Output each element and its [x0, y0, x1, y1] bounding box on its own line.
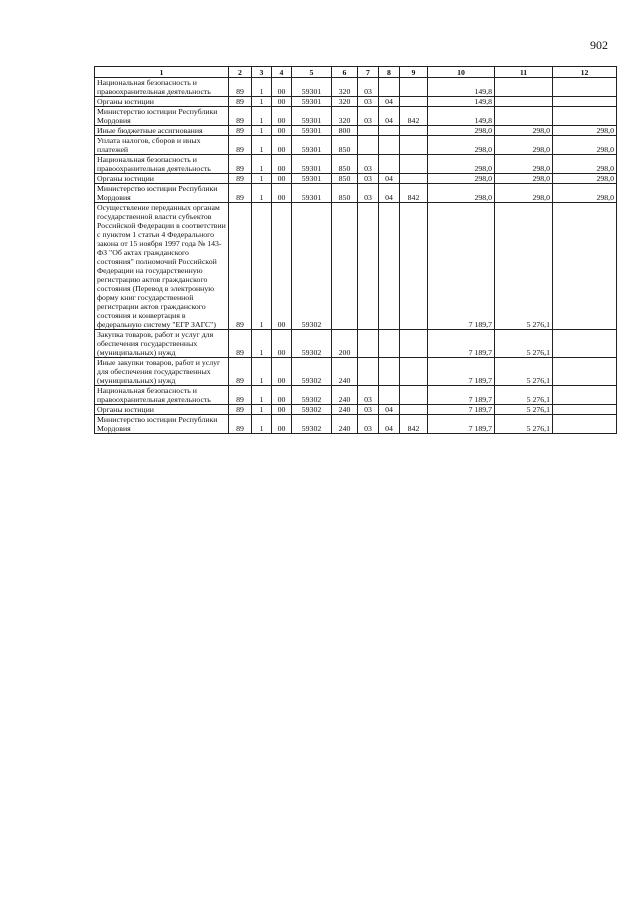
cell-col-7: 03: [358, 78, 379, 97]
row-name-cell: Иные закупки товаров, работ и услуг для обеспечения государственных (муниципальных) нужд: [95, 358, 229, 386]
table-row: [95, 126, 617, 136]
cell-col-10: 7 189,7: [428, 358, 495, 386]
cell-col-12: [553, 386, 617, 405]
table-row: [95, 78, 617, 97]
cell-col-10: 298,0: [428, 184, 495, 203]
cell-col-10: 149,8: [428, 107, 495, 126]
cell-col-8: [379, 78, 400, 97]
cell-col-11: 298,0: [495, 155, 553, 174]
cell-col-9: [400, 174, 428, 184]
cell-col-5: 59302: [292, 330, 332, 358]
cell-col-11: [495, 107, 553, 126]
cell-col-3: 1: [252, 203, 272, 330]
cell-col-6: [332, 203, 358, 330]
cell-col-4: 00: [272, 203, 292, 330]
cell-col-11: 5 276,1: [495, 386, 553, 405]
column-header: 5: [292, 67, 332, 78]
cell-col-5: 59301: [292, 126, 332, 136]
cell-col-8: 04: [379, 107, 400, 126]
cell-col-8: [379, 386, 400, 405]
cell-col-6: 240: [332, 386, 358, 405]
cell-col-5: 59301: [292, 136, 332, 155]
column-header: 7: [358, 67, 379, 78]
cell-col-3: 1: [252, 136, 272, 155]
cell-col-11: [495, 78, 553, 97]
row-name-cell: Министерство юстиции Республики Мордовия: [95, 184, 229, 203]
cell-col-9: [400, 358, 428, 386]
cell-col-2: 89: [229, 405, 252, 415]
cell-col-8: 04: [379, 184, 400, 203]
cell-col-12: [553, 203, 617, 330]
cell-col-10: 7 189,7: [428, 203, 495, 330]
cell-col-9: 842: [400, 107, 428, 126]
cell-col-6: 240: [332, 415, 358, 434]
cell-col-12: 298,0: [553, 184, 617, 203]
cell-col-10: 149,8: [428, 78, 495, 97]
row-name-cell: Закупка товаров, работ и услуг для обеспечения государственных (муниципальных) нужд: [95, 330, 229, 358]
row-name-cell: Национальная безопасность и правоохранительная деятельность: [95, 155, 229, 174]
cell-col-7: [358, 203, 379, 330]
cell-col-6: 320: [332, 97, 358, 107]
table-row: [95, 184, 617, 203]
cell-col-4: 00: [272, 155, 292, 174]
cell-col-3: 1: [252, 330, 272, 358]
cell-col-12: 298,0: [553, 155, 617, 174]
cell-col-12: [553, 107, 617, 126]
cell-col-5: 59302: [292, 386, 332, 405]
cell-col-2: 89: [229, 78, 252, 97]
cell-col-7: [358, 126, 379, 136]
cell-col-4: 00: [272, 184, 292, 203]
column-header: 12: [553, 67, 617, 78]
column-header: 6: [332, 67, 358, 78]
cell-col-6: 800: [332, 126, 358, 136]
cell-col-11: 298,0: [495, 136, 553, 155]
cell-col-12: 298,0: [553, 174, 617, 184]
cell-col-5: 59301: [292, 107, 332, 126]
cell-col-6: 320: [332, 107, 358, 126]
column-header: 1: [95, 67, 229, 78]
cell-col-7: 03: [358, 97, 379, 107]
cell-col-12: [553, 415, 617, 434]
row-name-cell: Органы юстиции: [95, 405, 229, 415]
cell-col-4: 00: [272, 97, 292, 107]
cell-col-4: 00: [272, 107, 292, 126]
cell-col-11: 5 276,1: [495, 203, 553, 330]
cell-col-11: 5 276,1: [495, 358, 553, 386]
cell-col-8: [379, 330, 400, 358]
cell-col-11: [495, 97, 553, 107]
cell-col-12: [553, 358, 617, 386]
cell-col-8: 04: [379, 97, 400, 107]
header-row: [95, 67, 617, 78]
cell-col-7: 03: [358, 174, 379, 184]
cell-col-9: 842: [400, 184, 428, 203]
cell-col-3: 1: [252, 415, 272, 434]
cell-col-12: [553, 405, 617, 415]
cell-col-3: 1: [252, 358, 272, 386]
cell-col-3: 1: [252, 174, 272, 184]
cell-col-7: 03: [358, 415, 379, 434]
cell-col-7: 03: [358, 155, 379, 174]
cell-col-4: 00: [272, 405, 292, 415]
cell-col-3: 1: [252, 155, 272, 174]
cell-col-10: 149,8: [428, 97, 495, 107]
cell-col-5: 59301: [292, 78, 332, 97]
row-name-cell: Осуществление переданных органам государственной власти субъектов Российской Федерации в соответствии с пунктом 1 статьи 4 Федерального закона от 15 ноября 1997 года № 143-ФЗ "Об актах гражданского состояния" полномочий Российской Федерации на государственную регистрацию актов гражданского состояния (Перевод в электронную форму книг государственной регистрации актов гражданского состояния и конвертация в федеральную систему "ЕГР ЗАГС"): [95, 203, 229, 330]
cell-col-8: [379, 126, 400, 136]
cell-col-9: [400, 386, 428, 405]
column-header: 10: [428, 67, 495, 78]
column-header: 11: [495, 67, 553, 78]
cell-col-4: 00: [272, 174, 292, 184]
cell-col-4: 00: [272, 78, 292, 97]
cell-col-4: 00: [272, 136, 292, 155]
table-row: [95, 330, 617, 358]
cell-col-9: [400, 78, 428, 97]
cell-col-5: 59302: [292, 415, 332, 434]
table-row: [95, 97, 617, 107]
cell-col-2: 89: [229, 155, 252, 174]
cell-col-5: 59301: [292, 97, 332, 107]
cell-col-9: [400, 405, 428, 415]
cell-col-10: 7 189,7: [428, 330, 495, 358]
table-row: [95, 415, 617, 434]
cell-col-8: [379, 203, 400, 330]
cell-col-6: 850: [332, 174, 358, 184]
column-header: 9: [400, 67, 428, 78]
cell-col-7: 03: [358, 405, 379, 415]
cell-col-7: 03: [358, 184, 379, 203]
cell-col-10: 298,0: [428, 136, 495, 155]
cell-col-8: 04: [379, 405, 400, 415]
cell-col-6: 240: [332, 405, 358, 415]
cell-col-10: 7 189,7: [428, 386, 495, 405]
cell-col-3: 1: [252, 386, 272, 405]
cell-col-2: 89: [229, 126, 252, 136]
table-row: [95, 174, 617, 184]
cell-col-5: 59302: [292, 405, 332, 415]
cell-col-12: [553, 78, 617, 97]
cell-col-4: 00: [272, 415, 292, 434]
cell-col-7: [358, 136, 379, 155]
cell-col-9: [400, 97, 428, 107]
cell-col-8: 04: [379, 415, 400, 434]
cell-col-6: 200: [332, 330, 358, 358]
row-name-cell: Национальная безопасность и правоохранительная деятельность: [95, 78, 229, 97]
cell-col-3: 1: [252, 405, 272, 415]
table-body: [95, 78, 617, 434]
cell-col-9: [400, 126, 428, 136]
cell-col-5: 59302: [292, 358, 332, 386]
cell-col-9: [400, 136, 428, 155]
cell-col-10: 298,0: [428, 155, 495, 174]
row-name-cell: Иные бюджетные ассигнования: [95, 126, 229, 136]
cell-col-9: [400, 155, 428, 174]
table-row: [95, 203, 617, 330]
table-row: [95, 155, 617, 174]
cell-col-11: 5 276,1: [495, 330, 553, 358]
cell-col-11: 5 276,1: [495, 415, 553, 434]
cell-col-12: [553, 330, 617, 358]
cell-col-2: 89: [229, 415, 252, 434]
cell-col-5: 59302: [292, 203, 332, 330]
column-header: 3: [252, 67, 272, 78]
cell-col-4: 00: [272, 358, 292, 386]
row-name-cell: Уплата налогов, сборов и иных платежей: [95, 136, 229, 155]
cell-col-4: 00: [272, 126, 292, 136]
cell-col-9: [400, 203, 428, 330]
row-name-cell: Органы юстиции: [95, 174, 229, 184]
row-name-cell: Органы юстиции: [95, 97, 229, 107]
cell-col-2: 89: [229, 184, 252, 203]
cell-col-2: 89: [229, 203, 252, 330]
row-name-cell: Министерство юстиции Республики Мордовия: [95, 415, 229, 434]
cell-col-10: 298,0: [428, 126, 495, 136]
cell-col-7: [358, 330, 379, 358]
cell-col-2: 89: [229, 174, 252, 184]
column-header: 8: [379, 67, 400, 78]
cell-col-8: 04: [379, 174, 400, 184]
table-row: [95, 107, 617, 126]
cell-col-2: 89: [229, 136, 252, 155]
table-row: [95, 405, 617, 415]
cell-col-12: 298,0: [553, 126, 617, 136]
cell-col-3: 1: [252, 97, 272, 107]
cell-col-11: 298,0: [495, 174, 553, 184]
budget-table: [94, 66, 617, 434]
row-name-cell: Министерство юстиции Республики Мордовия: [95, 107, 229, 126]
row-name-cell: Национальная безопасность и правоохранительная деятельность: [95, 386, 229, 405]
cell-col-10: 7 189,7: [428, 415, 495, 434]
cell-col-6: 850: [332, 184, 358, 203]
cell-col-3: 1: [252, 78, 272, 97]
cell-col-9: [400, 330, 428, 358]
cell-col-4: 00: [272, 330, 292, 358]
cell-col-2: 89: [229, 107, 252, 126]
page-number: 902: [590, 38, 608, 52]
cell-col-6: 240: [332, 358, 358, 386]
column-header: 2: [229, 67, 252, 78]
column-header: 4: [272, 67, 292, 78]
cell-col-10: 7 189,7: [428, 405, 495, 415]
cell-col-6: 850: [332, 136, 358, 155]
cell-col-7: 03: [358, 107, 379, 126]
cell-col-9: 842: [400, 415, 428, 434]
cell-col-12: 298,0: [553, 136, 617, 155]
cell-col-8: [379, 155, 400, 174]
cell-col-3: 1: [252, 107, 272, 126]
cell-col-8: [379, 358, 400, 386]
cell-col-10: 298,0: [428, 174, 495, 184]
cell-col-5: 59301: [292, 174, 332, 184]
cell-col-2: 89: [229, 386, 252, 405]
cell-col-11: 298,0: [495, 184, 553, 203]
cell-col-5: 59301: [292, 184, 332, 203]
cell-col-7: [358, 358, 379, 386]
cell-col-4: 00: [272, 386, 292, 405]
cell-col-7: 03: [358, 386, 379, 405]
cell-col-11: 298,0: [495, 126, 553, 136]
cell-col-3: 1: [252, 184, 272, 203]
cell-col-3: 1: [252, 126, 272, 136]
cell-col-6: 850: [332, 155, 358, 174]
cell-col-12: [553, 97, 617, 107]
cell-col-2: 89: [229, 330, 252, 358]
table-row: [95, 386, 617, 405]
cell-col-11: 5 276,1: [495, 405, 553, 415]
cell-col-2: 89: [229, 97, 252, 107]
table-row: [95, 358, 617, 386]
cell-col-6: 320: [332, 78, 358, 97]
cell-col-2: 89: [229, 358, 252, 386]
cell-col-5: 59301: [292, 155, 332, 174]
table-row: [95, 136, 617, 155]
cell-col-8: [379, 136, 400, 155]
